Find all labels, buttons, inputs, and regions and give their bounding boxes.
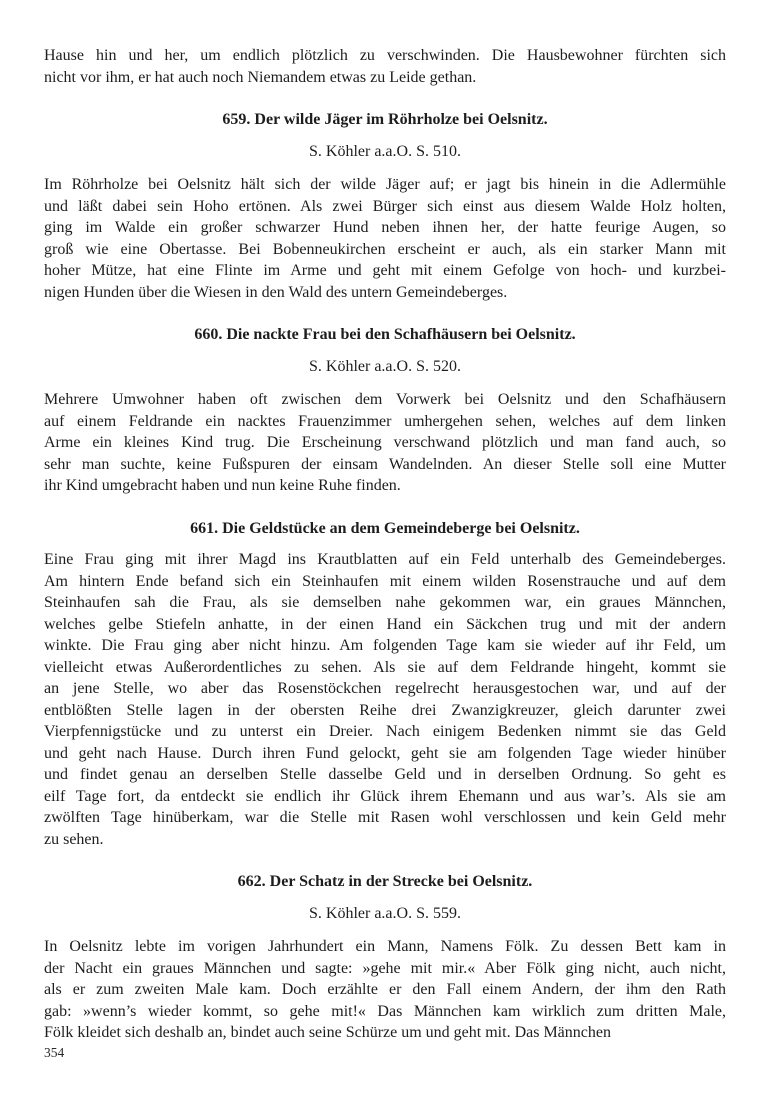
- text-line: und findet genau an derselben Stelle dasselbe Geld und in derselben Ordnung. So geht es: [44, 766, 726, 783]
- text-line: nicht vor ihm, er hat auch noch Niemandem etwas zu Leide gethan.: [44, 68, 477, 86]
- text-line: an jene Stelle, wo aber das Rosenstöckchen regelrecht herausgestochen war, und auf der: [44, 680, 726, 697]
- text-line: Hause hin und her, um endlich plötzlich zu verschwinden. Die Hausbewohner fürchten sich: [44, 47, 726, 64]
- story-662-heading: 662. Der Schatz in der Strecke bei Oelsnitz.: [237, 873, 533, 890]
- text-line: und geht nach Hause. Durch ihren Fund gelockt, geht sie am folgenden Tage wieder hinüber: [44, 744, 726, 762]
- text-line: In Oelsnitz lebte im vorigen Jahrhundert ein Mann, Namens Fölk. Zu dessen Bett kam in: [44, 938, 726, 955]
- text-line: als er zum zweiten Male kam. Doch erzählte er den Fall einem Andern, der ihm den Rath: [44, 981, 726, 998]
- text-line: sehr man suchte, keine Fußspuren der einsam Wandelnden. An dieser Stelle soll eine Mutter: [44, 455, 726, 473]
- page-number: 354: [44, 1045, 65, 1060]
- text-line: entblößten Stelle lagen in der obersten Reihe drei Zwanzigkreuzer, gleich darunter zwei: [44, 701, 726, 719]
- text-line: groß wie eine Obertasse. Bei Bobenneukirchen erscheint er auch, als ein starker Mann mit: [44, 240, 726, 258]
- text-line: ihr Kind umgebracht haben und nun keine Ruhe finden.: [44, 477, 401, 494]
- text-line: welches gelbe Stiefeln anhatte, in der einen Hand ein Säckchen trug und mit der andern: [44, 615, 726, 633]
- story-660-source: S. Köhler a.a.O. S. 520.: [309, 357, 461, 375]
- text-line: vielleicht etwas Außerordentliches zu sehen. Als sie auf dem Feldrande hingeht, kommt sie: [44, 658, 726, 676]
- text-line: Am hintern Ende befand sich ein Steinhaufen mit einem wilden Rosenstrauche und auf dem: [44, 572, 726, 590]
- story-662-text: [44, 936, 726, 1044]
- text-line: Vierpfennigstücke und zu unterst ein Dreier. Nach einigem Bedenken nimmt sie das Geld: [44, 723, 726, 740]
- story-661-heading: 661. Die Geldstücke an dem Gemeindeberge bei Oelsnitz.: [190, 519, 580, 537]
- text-line: Eine Frau ging mit ihrer Magd ins Krautblatten auf ein Feld unterhalb des Gemeindeberges.: [44, 551, 726, 568]
- text-line: winkte. Die Frau ging aber nicht hinzu. Am folgenden Tage kam sie wieder auf ihr Feld, um: [44, 637, 726, 654]
- text-line: Im Röhrholze bei Oelsnitz hält sich der wilde Jäger auf; er jagt bis hinein in die Adlermühle: [44, 176, 726, 193]
- text-line: der Nacht ein graues Männchen und sagte: »gehe mit mir.« Aber Fölk ging nicht, auch nicht,: [44, 959, 726, 977]
- story-662-source: S. Köhler a.a.O. S. 559.: [309, 904, 461, 922]
- text-line: Fölk kleidet sich deshalb an, bindet auch seine Schürze um und geht mit. Das Männchen: [44, 1024, 611, 1041]
- text-line: auf einem Feldrande ein nacktes Frauenzimmer umhergehen sehen, welches auf dem linken: [44, 412, 726, 430]
- text-line: Steinhaufen sah die Frau, als sie demselben nahe gekommen war, ein graues Männchen,: [44, 594, 726, 611]
- story-659-text: [44, 174, 726, 303]
- text-line: ging im Walde ein großer schwarzer Hund neben ihnen her, der hatte feurige Augen, so: [44, 219, 726, 236]
- story-659-heading: 659. Der wilde Jäger im Röhrholze bei Oelsnitz.: [222, 111, 548, 128]
- story-659-source: S. Köhler a.a.O. S. 510.: [309, 142, 461, 160]
- story-661-text: [44, 549, 726, 850]
- text-line: Arme ein kleines Kind trug. Die Erscheinung verschwand plötzlich und man fand auch, so: [44, 434, 726, 451]
- story-660-heading: 660. Die nackte Frau bei den Schafhäusern bei Oelsnitz.: [194, 326, 576, 343]
- text-line: hoher Mütze, hat eine Flinte im Arme und geht mit einem Gefolge von hoch- und kurzbei-: [44, 262, 726, 279]
- text-line: nigen Hunden über die Wiesen in den Wald des untern Gemeindeberges.: [44, 283, 508, 301]
- text-line: und läßt dabei sein Hoho ertönen. Als zwei Bürger sich einst aus diesem Walde Holz holten,: [44, 197, 726, 215]
- text-line: gab: »wenn’s wieder kommt, so gehe mit!« Das Männchen kam wirklich zum dritten Male,: [44, 1002, 726, 1020]
- paragraph-continuation: [44, 45, 726, 88]
- text-line: Mehrere Umwohner haben oft zwischen dem Vorwerk bei Oelsnitz und den Schafhäusern: [44, 391, 726, 408]
- story-660-text: [44, 389, 726, 497]
- text-line: zwölften Tage hinüberkam, war die Stelle mit Rasen wohl verschlossen und kein Geld mehr: [44, 809, 726, 826]
- text-column: [44, 45, 726, 1044]
- text-line: zu sehen.: [44, 830, 104, 848]
- text-line: eilf Tage fort, da entdeckt sie endlich ihr Glück ihrem Ehemann und aus war’s. Als sie am: [44, 787, 726, 805]
